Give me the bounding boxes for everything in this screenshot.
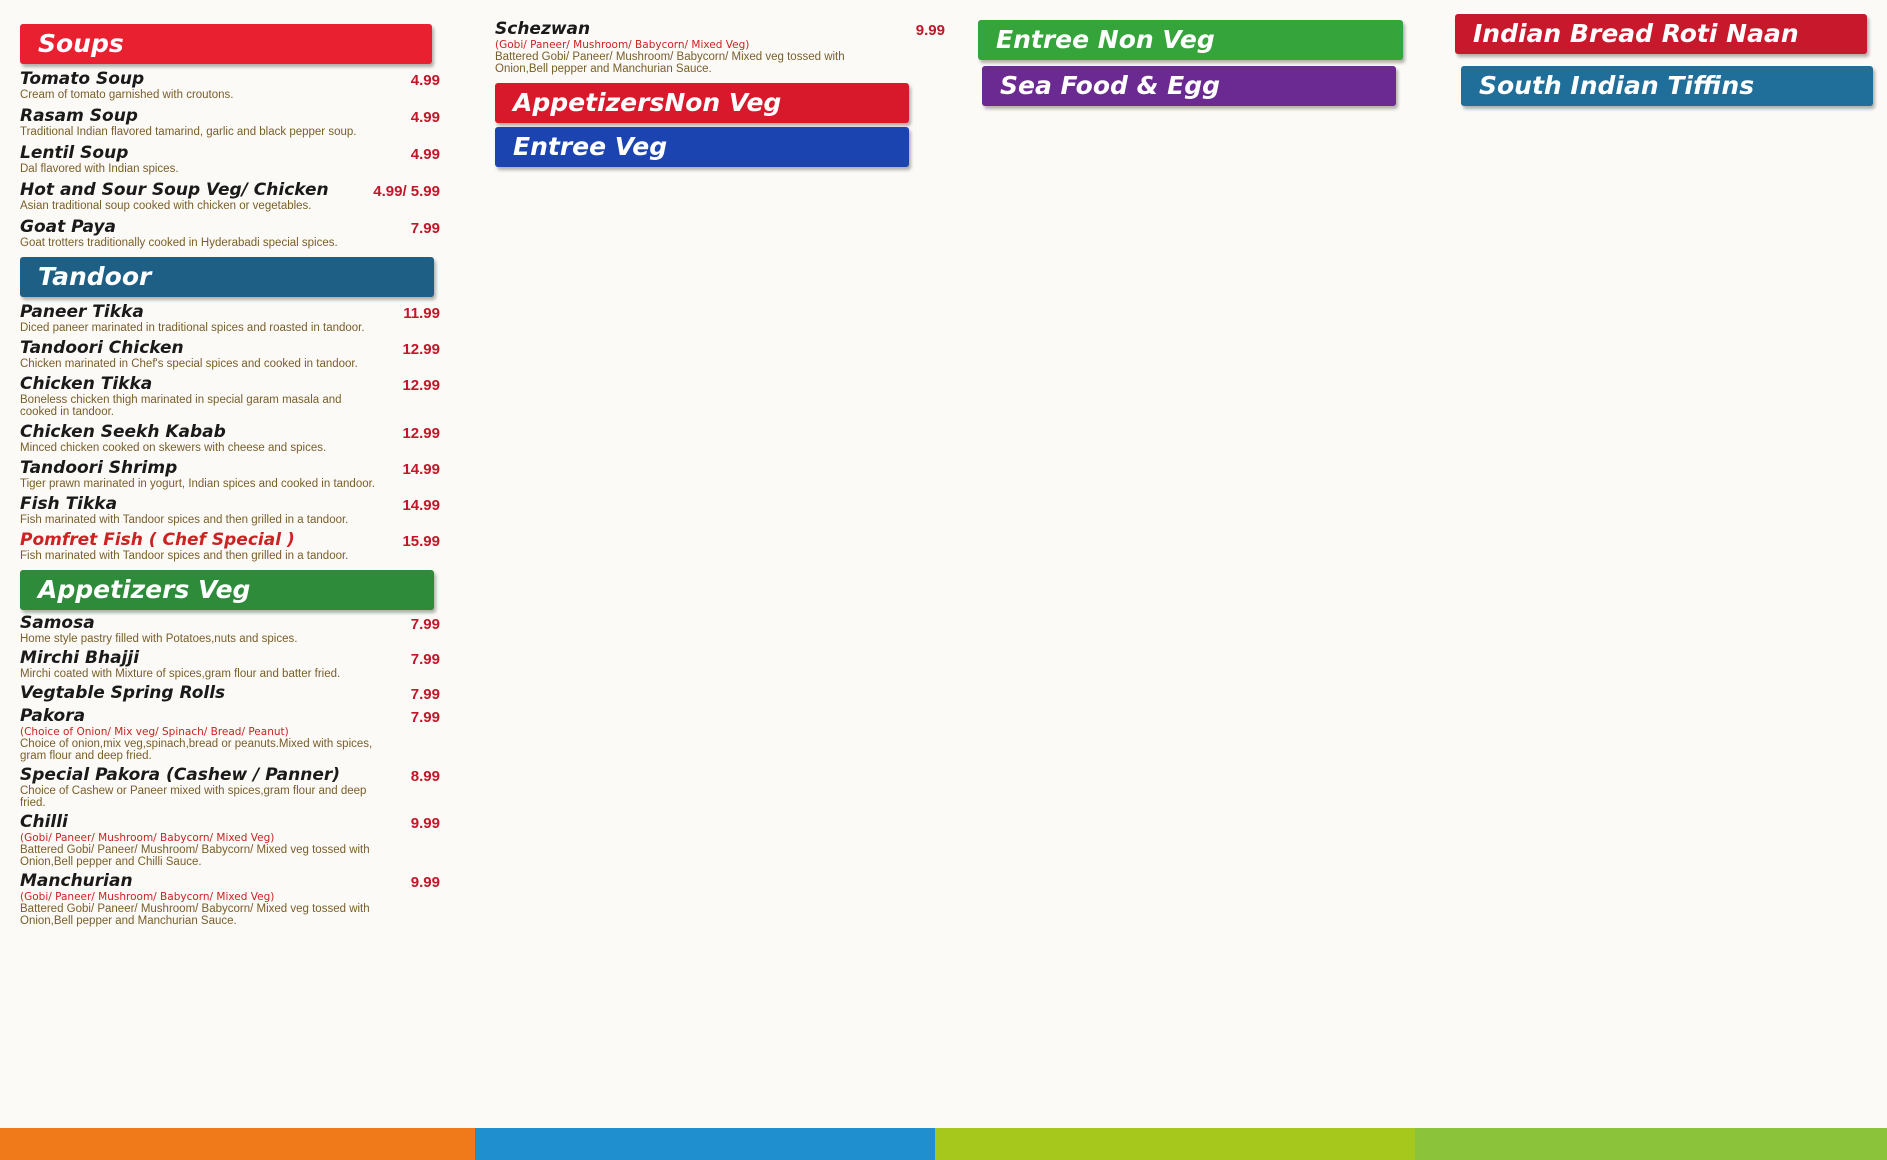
appetizers-veg-list — [20, 614, 440, 927]
footer-band-blue — [475, 1128, 935, 1160]
item-price: 14.99 — [402, 497, 440, 514]
item-description: Traditional Indian flavored tamarind, garlic and black pepper soup. — [20, 126, 357, 138]
item-price: 9.99 — [410, 815, 440, 832]
menu-item — [20, 423, 440, 454]
item-price: 12.99 — [402, 425, 440, 442]
item-name: Chicken Tikka — [20, 374, 153, 394]
item-description: Fish marinated with Tandoor spices and then grilled in a tandoor. — [20, 550, 349, 562]
item-options: (Choice of Onion/ Mix veg/ Spinach/ Bread/ Peanut) — [20, 726, 289, 738]
item-name: Mirchi Bhajji — [20, 648, 140, 668]
menu-item — [20, 339, 440, 370]
item-description: Battered Gobi/ Paneer/ Mushroom/ Babycorn/ Mixed veg tossed with Onion,Bell pepper and Chilli Sauce. — [20, 844, 370, 868]
item-price: 12.99 — [402, 377, 440, 394]
soups-list — [20, 70, 440, 249]
item-name: Tandoori Chicken — [20, 338, 184, 358]
item-name: Goat Paya — [20, 217, 117, 237]
item-options: (Gobi/ Paneer/ Mushroom/ Babycorn/ Mixed Veg) — [20, 832, 275, 844]
item-price: 7.99 — [410, 651, 440, 668]
item-description: Home style pastry filled with Potatoes,nuts and spices. — [20, 633, 298, 645]
item-description: Minced chicken cooked on skewers with cheese and spices. — [20, 442, 327, 454]
menu-item — [20, 459, 440, 490]
item-name: Hot and Sour Soup Veg/ Chicken — [20, 180, 329, 200]
item-price: 4.99 — [410, 109, 440, 126]
section-header-south-indian-tiffins: South Indian Tiffins — [1461, 66, 1873, 106]
section-header-entree-non-veg: Entree Non Veg — [978, 20, 1403, 60]
item-name: Pakora — [20, 706, 86, 726]
section-header-soups: Soups — [20, 24, 432, 64]
item-name: Rasam Soup — [20, 106, 138, 126]
item-price: 7.99 — [410, 220, 440, 237]
menu-item — [20, 707, 440, 762]
section-header-sea-food-egg: Sea Food & Egg — [982, 66, 1396, 106]
item-name: Chilli — [20, 812, 68, 832]
section-header-indian-bread: Indian Bread Roti Naan — [1455, 14, 1867, 54]
item-description: Battered Gobi/ Paneer/ Mushroom/ Babycorn/ Mixed veg tossed with Onion,Bell pepper and Manchurian Sauce. — [495, 51, 845, 75]
item-price: 14.99 — [402, 461, 440, 478]
menu-item — [20, 181, 440, 212]
item-description: Choice of onion,mix veg,spinach,bread or peanuts.Mixed with spices, gram flour and deep fried. — [20, 738, 373, 762]
item-name: Lentil Soup — [20, 143, 129, 163]
item-price: 11.99 — [403, 305, 440, 322]
item-price: 7.99 — [410, 616, 440, 633]
item-description: Battered Gobi/ Paneer/ Mushroom/ Babycorn/ Mixed veg tossed with Onion,Bell pepper and Manchurian Sauce. — [20, 903, 370, 927]
item-name: Tomato Soup — [20, 69, 145, 89]
menu-item — [20, 495, 440, 526]
menu-item — [20, 766, 440, 809]
section-header-appetizers-non-veg: AppetizersNon Veg — [495, 83, 909, 123]
item-price: 9.99 — [915, 22, 945, 39]
item-description: Boneless chicken thigh marinated in special garam masala and cooked in tandoor. — [20, 394, 342, 418]
menu-item — [495, 20, 945, 75]
menu-item — [20, 303, 440, 334]
item-price: 7.99 — [410, 709, 440, 726]
item-name: Manchurian — [20, 871, 133, 891]
menu-item — [20, 813, 440, 868]
footer-band-lime — [935, 1128, 1415, 1160]
schezwan-item — [495, 20, 945, 75]
item-price: 4.99/ 5.99 — [373, 183, 440, 200]
item-options: (Gobi/ Paneer/ Mushroom/ Babycorn/ Mixed Veg) — [20, 891, 275, 903]
item-name: Tandoori Shrimp — [20, 458, 178, 478]
section-header-appetizers-veg: Appetizers Veg — [20, 570, 434, 610]
item-description: Chicken marinated in Chef's special spices and cooked in tandoor. — [20, 358, 358, 370]
menu-item — [20, 107, 440, 138]
menu-item — [20, 531, 440, 562]
item-name: Vegtable Spring Rolls — [20, 683, 226, 703]
footer-band-orange — [0, 1128, 475, 1160]
section-header-entree-veg: Entree Veg — [495, 127, 909, 167]
item-description: Cream of tomato garnished with croutons. — [20, 89, 234, 101]
item-options: (Gobi/ Paneer/ Mushroom/ Babycorn/ Mixed Veg) — [495, 39, 750, 51]
menu-item — [20, 872, 440, 927]
item-name: Schezwan — [495, 19, 591, 39]
menu-column-1 — [20, 0, 440, 1128]
item-description: Mirchi coated with Mixture of spices,gram flour and batter fried. — [20, 668, 341, 680]
item-name: Chicken Seekh Kabab — [20, 422, 226, 442]
section-header-tandoor: Tandoor — [20, 257, 434, 297]
tandoor-list — [20, 303, 440, 562]
item-description: Asian traditional soup cooked with chicken or vegetables. — [20, 200, 312, 212]
menu-item — [20, 70, 440, 101]
menu-item — [20, 649, 440, 680]
menu-item — [20, 144, 440, 175]
item-description: Fish marinated with Tandoor spices and then grilled in a tandoor. — [20, 514, 349, 526]
menu-column-3 — [968, 0, 1418, 1128]
item-description: Diced paneer marinated in traditional spices and roasted in tandoor. — [20, 322, 365, 334]
item-name: Special Pakora (Cashew / Panner) — [20, 765, 341, 785]
menu-item — [20, 614, 440, 645]
item-price: 12.99 — [402, 341, 440, 358]
menu-column-4 — [1455, 0, 1875, 1128]
item-price: 7.99 — [410, 686, 440, 703]
item-price: 8.99 — [410, 768, 440, 785]
footer-band-green — [1415, 1128, 1887, 1160]
item-description: Dal flavored with Indian spices. — [20, 163, 179, 175]
menu-item — [20, 218, 440, 249]
item-name: Paneer Tikka — [20, 302, 144, 322]
item-name: Pomfret Fish ( Chef Special ) — [20, 530, 295, 550]
menu-item — [20, 684, 440, 703]
menu-item — [20, 375, 440, 418]
item-description: Tiger prawn marinated in yogurt, Indian spices and cooked in tandoor. — [20, 478, 376, 490]
item-description: Choice of Cashew or Paneer mixed with spices,gram flour and deep fried. — [20, 785, 367, 809]
item-name: Fish Tikka — [20, 494, 118, 514]
item-price: 15.99 — [402, 533, 440, 550]
item-price: 4.99 — [410, 146, 440, 163]
item-name: Samosa — [20, 613, 95, 633]
item-price: 4.99 — [410, 72, 440, 89]
item-description: Goat trotters traditionally cooked in Hyderabadi special spices. — [20, 237, 338, 249]
item-price: 9.99 — [410, 874, 440, 891]
menu-column-2 — [495, 0, 945, 1128]
